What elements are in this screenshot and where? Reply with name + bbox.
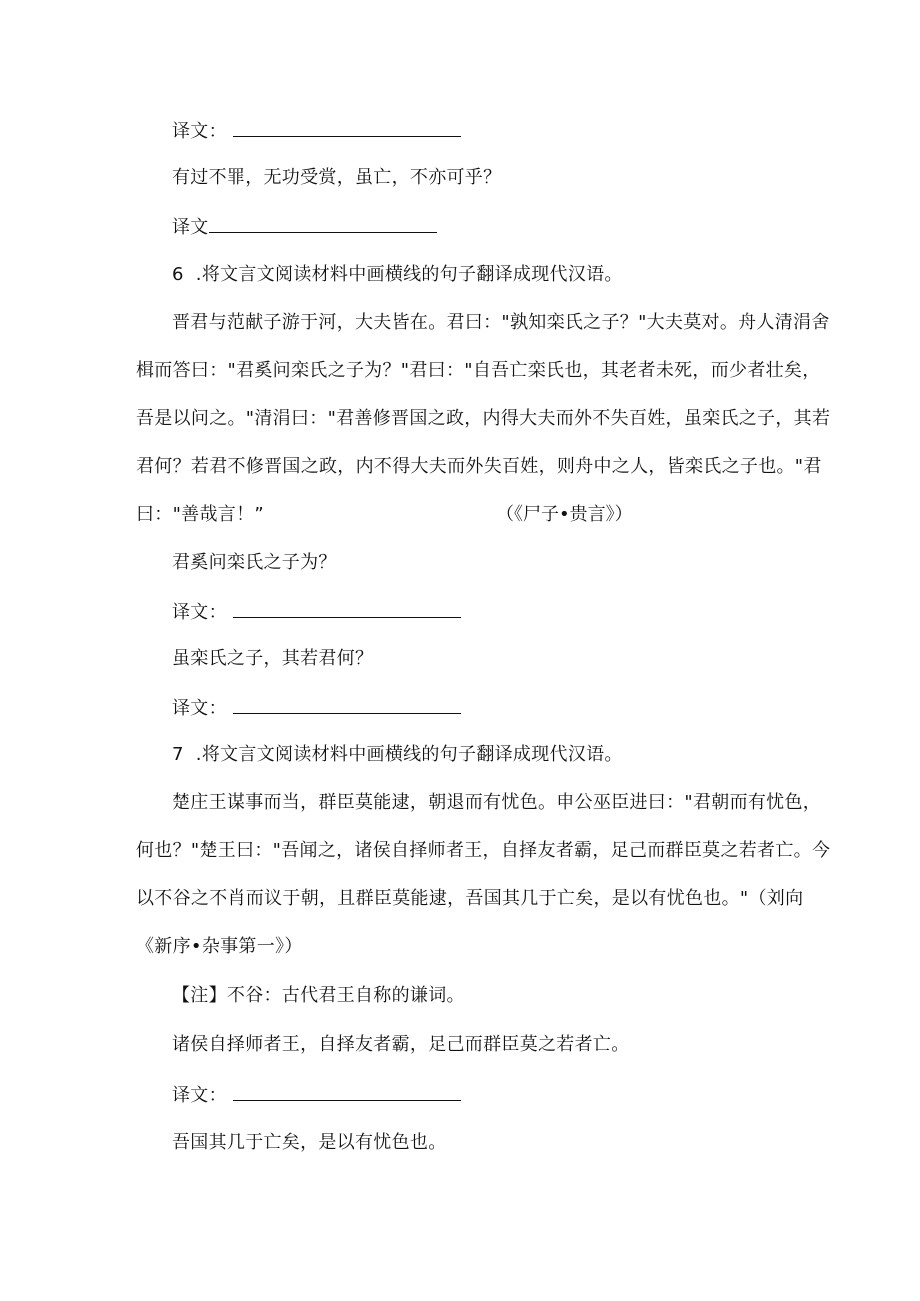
- answer-blank[interactable]: [209, 214, 437, 233]
- translation-line: [172, 1082, 461, 1108]
- quoted-sentence: 有过不罪，无功受赏，虽亡，不亦可乎？: [172, 167, 502, 188]
- translation-line: [172, 599, 461, 625]
- translation-label: 译文：: [172, 1085, 227, 1106]
- translation-label: 译文：: [172, 602, 227, 623]
- question-7-heading: [172, 743, 623, 767]
- question-number: 7: [172, 744, 184, 765]
- passage-line: 晋君与范献子游于河，大夫皆在。君曰："孰知栾氏之子？"大夫莫对。舟人清涓舍: [172, 312, 830, 333]
- quoted-sentence: 君奚问栾氏之子为？: [172, 552, 337, 573]
- quoted-sentence: 虽栾氏之子，其若君何？: [172, 648, 374, 669]
- passage-line: 君何？若君不修晋国之政，内不得大夫而外失百姓，则舟中之人，皆栾氏之子也。"君: [136, 456, 822, 477]
- translation-line: [172, 214, 437, 240]
- translation-line: [172, 118, 461, 144]
- passage-line: 楚庄王谋事而当，群臣莫能逮，朝退而有忧色。申公巫臣进曰："君朝而有忧色，: [172, 792, 822, 813]
- passage-line: 《新序•杂事第一》）: [136, 936, 303, 957]
- translation-label: 译文：: [172, 698, 227, 719]
- answer-blank[interactable]: [233, 118, 461, 137]
- passage-source: （《尸子•贵言》）: [496, 504, 633, 525]
- question-number: 6: [172, 264, 184, 285]
- answer-blank[interactable]: [233, 599, 461, 618]
- passage-line: 以不谷之不肖而议于朝，且群臣莫能逮，吾国其几于亡矣，是以有忧色也。"（刘向: [136, 888, 804, 909]
- quoted-sentence: 诸侯自择师者王，自择友者霸，足己而群臣莫之若者亡。: [172, 1034, 630, 1055]
- annotation-note: 【注】不谷：古代君王自称的谦词。: [172, 985, 465, 1006]
- question-instruction: .将文言文阅读材料中画横线的句子翻译成现代汉语。: [195, 744, 623, 765]
- translation-line: [172, 695, 461, 721]
- translation-label: 译文：: [172, 121, 227, 142]
- passage-line: 楫而答曰："君奚问栾氏之子为？"君曰："自吾亡栾氏也，其老者未死，而少者壮矣，: [136, 360, 821, 381]
- answer-blank[interactable]: [233, 1082, 461, 1101]
- passage-line: 曰："善哉言！”: [136, 504, 265, 525]
- question-instruction: .将文言文阅读材料中画横线的句子翻译成现代汉语。: [195, 264, 623, 285]
- question-6-heading: [172, 263, 623, 287]
- translation-label: 译文: [172, 217, 209, 238]
- answer-blank[interactable]: [233, 695, 461, 714]
- quoted-sentence: 吾国其几于亡矣，是以有忧色也。: [172, 1132, 447, 1153]
- passage-line: 吾是以问之。"清涓曰："君善修晋国之政，内得大夫而外不失百姓，虽栾氏之子，其若: [136, 408, 831, 429]
- passage-line: 何也？"楚王曰："吾闻之，诸侯自择师者王，自择友者霸，足己而群臣莫之若者亡。今: [136, 840, 831, 861]
